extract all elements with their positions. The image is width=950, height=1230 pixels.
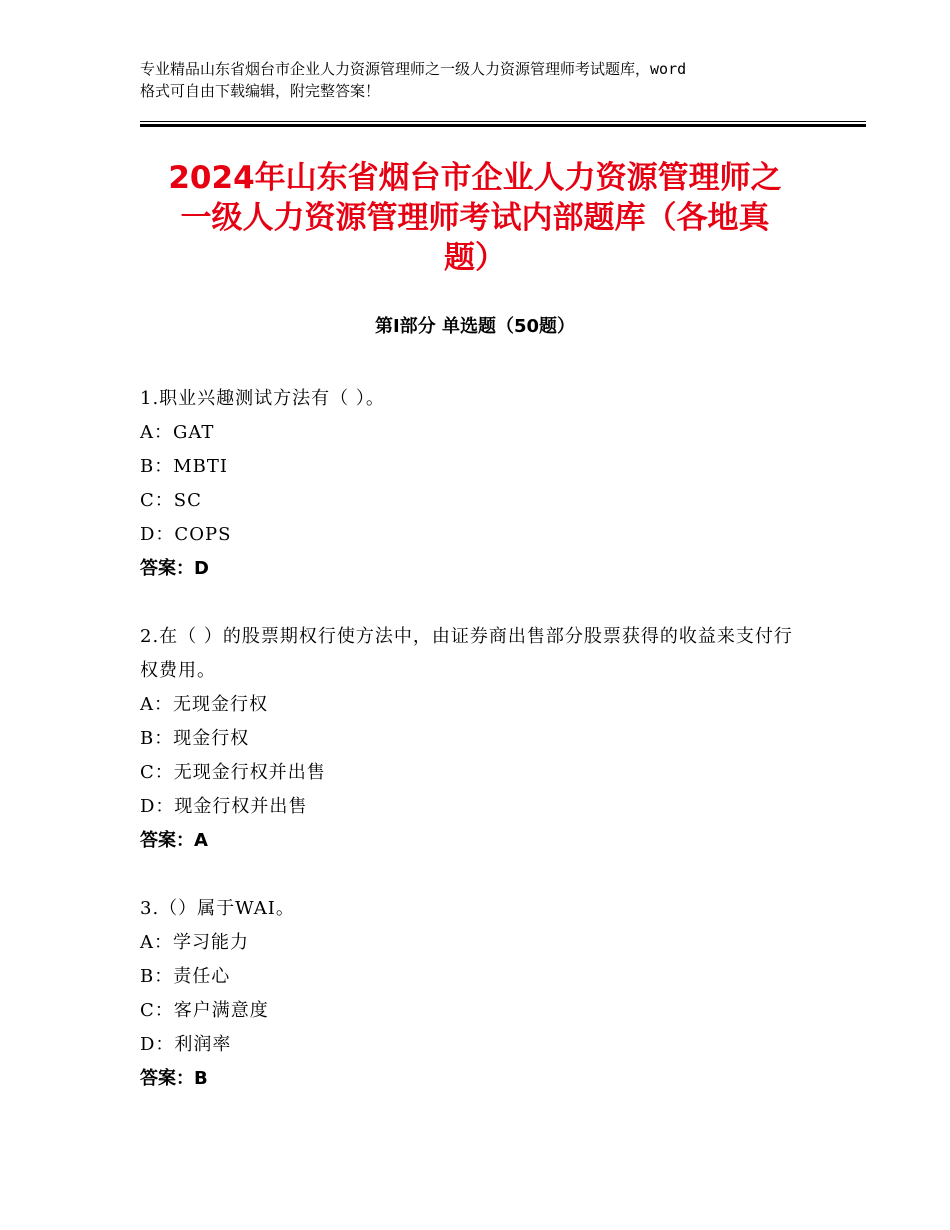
question-2 [140, 620, 820, 858]
header-divider-thick [140, 124, 866, 127]
question-stem: 1.职业兴趣测试方法有（ ）。 [140, 388, 385, 409]
option-b: B：MBTI [140, 456, 229, 477]
option-d: D：COPS [140, 524, 232, 545]
question-list [140, 382, 820, 1130]
option-c: C：SC [140, 490, 202, 511]
option-b: B：责任心 [140, 966, 231, 987]
header-divider-thin [140, 121, 866, 122]
section-title: 第Ⅰ部分 单选题（50题） [374, 316, 575, 337]
header-note-line-1: 专业精品山东省烟台市企业人力资源管理师之一级人力资源管理师考试题库，word [140, 60, 687, 78]
option-c: C：无现金行权并出售 [140, 762, 326, 783]
option-a: A：学习能力 [140, 932, 249, 953]
option-c: C：客户满意度 [140, 1000, 269, 1021]
option-b: B：现金行权 [140, 728, 250, 749]
answer-label: 答案：A [140, 830, 208, 851]
header-note-line-2: 格式可自由下载编辑，附完整答案！ [140, 82, 381, 100]
header-note [140, 58, 840, 102]
document-title-line-2: 一级人力资源管理师考试内部题库（各地真 [180, 200, 770, 236]
option-d: D：现金行权并出售 [140, 796, 308, 817]
question-1 [140, 382, 820, 586]
question-stem: 2.在（ ）的股票期权行使方法中，由证券商出售部分股票获得的收益来支付行权费用。 [140, 626, 793, 681]
document-title-line-3: 题） [444, 240, 506, 276]
answer-label: 答案：B [140, 1068, 208, 1089]
document-title-line-1: 2024年山东省烟台市企业人力资源管理师之 [168, 160, 782, 196]
question-stem: 3.（）属于WAI。 [140, 898, 295, 919]
question-3 [140, 892, 820, 1096]
option-d: D：利润率 [140, 1034, 232, 1055]
option-a: A：GAT [140, 422, 215, 443]
option-a: A：无现金行权 [140, 694, 268, 715]
answer-label: 答案：D [140, 558, 209, 579]
document-title [110, 158, 840, 278]
